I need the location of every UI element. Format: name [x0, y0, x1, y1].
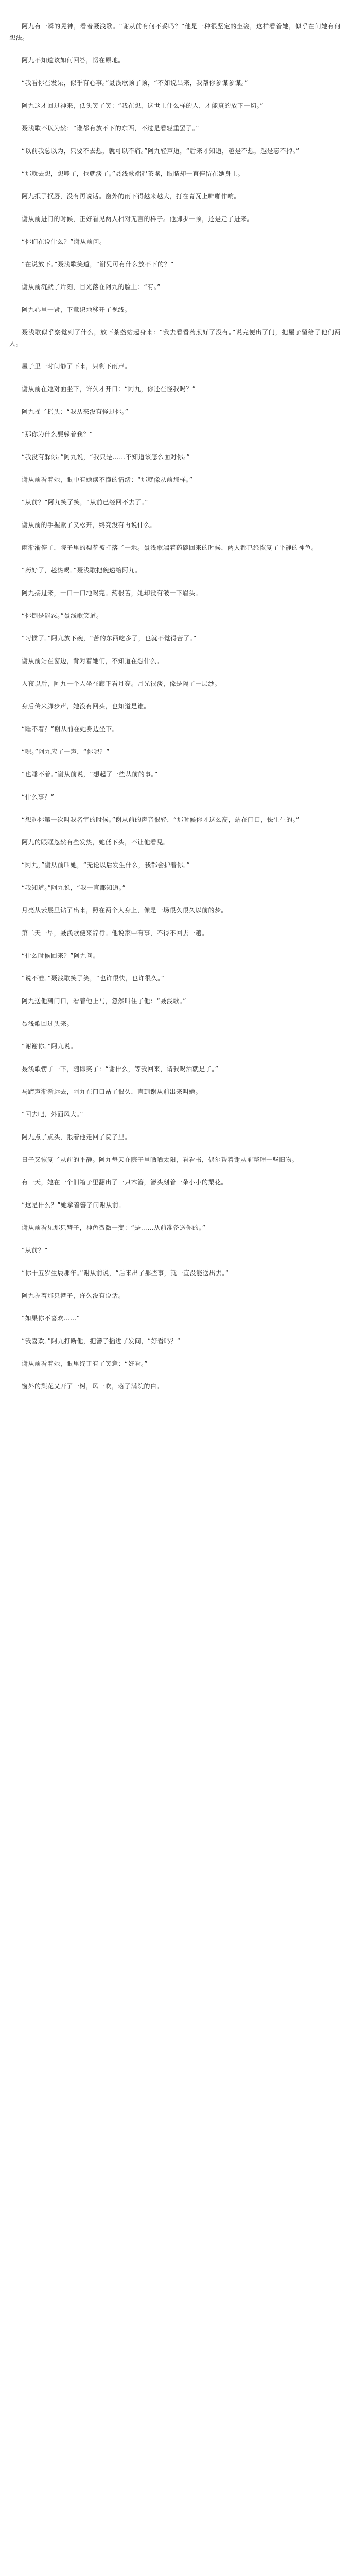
story-paragraph: 阿九的眼眶忽然有些发热，她低下头，不让他看见。 — [22, 839, 170, 846]
story-paragraph: “你十五岁生辰那年。”谢从前说，“后来出了那些事，就一直没能送出去。” — [22, 1269, 229, 1277]
story-paragraph: 阿九接过来，一口一口地喝完。药很苦，她却没有皱一下眉头。 — [22, 589, 202, 597]
story-paragraph: 阿九这才回过神来，低头笑了笑：“我在想，这世上什么样的人，才能真的放下一切。” — [22, 102, 264, 109]
story-paragraph: “什么事？” — [22, 793, 55, 801]
story-paragraph: “从前？” — [22, 1247, 48, 1254]
story-paragraph: “那就去想，想够了，也就淡了。”聂浅歌端起茶盏，眼睛却一直停留在她身上。 — [22, 170, 244, 177]
story-paragraph: “想起你第一次叫我名字的时候。”谢从前的声音很轻，“那时候你才这么高，站在门口，怯生生的。” — [22, 816, 300, 823]
story-paragraph: “什么时候回来？”阿九问。 — [22, 952, 99, 959]
story-paragraph: 阿九心里一紧，下意识地移开了视线。 — [22, 306, 131, 313]
story-paragraph: 谢从前看着她，眼中有她读不懂的情绪：“那就像从前那样。” — [22, 476, 193, 483]
story-paragraph: “我知道。”阿九说，“我一直都知道。” — [22, 884, 126, 891]
story-paragraph: “这是什么？”她拿着簪子问谢从前。 — [22, 1201, 125, 1209]
story-paragraph: 马蹄声渐渐远去，阿九在门口站了很久，直到谢从前出来叫她。 — [22, 1088, 202, 1095]
story-paragraph: 聂浅歌似乎察觉到了什么，放下茶盏站起身来：“我去看看药煎好了没有。”说完便出了门，把屋子留给了他们两人。 — [9, 329, 341, 347]
story-paragraph: “从前？”阿九笑了笑，“从前已经回不去了。” — [22, 499, 148, 506]
story-paragraph: 阿九摇了摇头：“我从来没有怪过你。” — [22, 408, 129, 415]
story-paragraph: 谢从前站在窗边，背对着她们，不知道在想什么。 — [22, 657, 164, 665]
story-paragraph: 聂浅歌愣了一下，随即笑了：“谢什么，等我回来，请我喝酒就是了。” — [22, 1065, 219, 1073]
story-paragraph: 阿九不知道该如何回答，愣在原地。 — [22, 57, 125, 64]
story-paragraph: 日子又恢复了从前的平静。阿九每天在院子里晒晒太阳，看看书，偶尔帮着谢从前整理一些旧物。 — [22, 1156, 299, 1163]
story-paragraph: “谢谢你。”阿九说。 — [22, 1043, 77, 1050]
story-paragraph: 屋子里一时间静了下来，只剩下雨声。 — [22, 363, 131, 370]
story-paragraph: “说不准。”聂浅歌笑了笑，“也许很快，也许很久。” — [22, 975, 165, 982]
story-paragraph: “回去吧，外面风大。” — [22, 1111, 83, 1118]
story-paragraph: “也睡不着。”谢从前说，“想起了一些从前的事。” — [22, 771, 158, 778]
story-paragraph: 身后传来脚步声，她没有回头，也知道是谁。 — [22, 703, 151, 710]
story-paragraph: 有一天，她在一个旧箱子里翻出了一只木簪，簪头刻着一朵小小的梨花。 — [22, 1179, 228, 1186]
story-paragraph: “以前我总以为，只要不去想，就可以不痛。”阿九轻声道，“后来才知道，越是不想，越是忘不掉。” — [22, 147, 300, 155]
story-paragraph: “你们在说什么？”谢从前问。 — [22, 238, 106, 245]
story-paragraph: “那你为什么要躲着我？” — [22, 431, 93, 438]
story-paragraph: 谢从前的手握紧了又松开，终究没有再说什么。 — [22, 521, 157, 529]
story-paragraph: “药好了，趁热喝。”聂浅歌把碗递给阿九。 — [22, 567, 142, 574]
story-paragraph: 第二天一早，聂浅歌便来辞行。他说家中有事，不得不回去一趟。 — [22, 929, 208, 937]
story-paragraph: “如果你不喜欢……” — [22, 1315, 80, 1322]
story-paragraph: “阿九，”谢从前叫她，“无论以后发生什么，我都会护着你。” — [22, 861, 190, 869]
story-paragraph: 窗外的梨花又开了一树，风一吹，落了满院的白。 — [22, 1383, 164, 1390]
story-paragraph: “你倒是能忍。”聂浅歌笑道。 — [22, 612, 103, 619]
story-paragraph: 阿九握着那只簪子，许久没有说话。 — [22, 1292, 125, 1299]
story-paragraph: “睡不着？”谢从前在她身边坐下。 — [22, 725, 119, 733]
story-paragraph: “嗯。”阿九应了一声，“你呢？” — [22, 748, 110, 755]
story-paragraph: “在说放下。”聂浅歌笑道，“谢兄可有什么放不下的？” — [22, 261, 174, 268]
story-paragraph: 聂浅歌不以为然：“谁都有放不下的东西，不过是看轻重罢了。” — [22, 125, 199, 132]
story-article — [9, 21, 341, 1392]
story-paragraph: 入夜以后，阿九一个人坐在廊下看月亮。月光很淡，像是隔了一层纱。 — [22, 680, 221, 687]
story-paragraph: 月亮从云层里钻了出来，照在两个人身上，像是一场很久很久以前的梦。 — [22, 907, 228, 914]
story-paragraph: 聂浅歌回过头来。 — [22, 1020, 74, 1027]
story-paragraph: 阿九有一瞬的晃神，看着聂浅歌。“谢从前有何不妥吗？”他是一种很坚定的坐姿，这样看着她，似乎在问她有何想法。 — [9, 23, 341, 41]
story-paragraph: 阿九点了点头，跟着他走回了院子里。 — [22, 1133, 131, 1141]
story-paragraph: “我没有躲你。”阿九说，“我只是……不知道该怎么面对你。” — [22, 453, 190, 461]
story-paragraph: “我看你在发呆，似乎有心事。”聂浅歌顿了顿，“不如说出来，我帮你参谋参谋。” — [22, 79, 248, 87]
story-paragraph: 谢从前看见那只簪子，神色微微一变：“是……从前准备送你的。” — [22, 1224, 206, 1231]
story-paragraph: 谢从前在她对面坐下，许久才开口：“阿九，你还在怪我吗？” — [22, 385, 196, 393]
story-paragraph: 谢从前沉默了片刻，目光落在阿九的脸上：“有。” — [22, 283, 161, 291]
story-paragraph: “我喜欢。”阿九打断他，把簪子插进了发间，“好看吗？” — [22, 1337, 181, 1345]
story-paragraph: “习惯了。”阿九放下碗，“苦的东西吃多了，也就不觉得苦了。” — [22, 635, 197, 642]
story-paragraph: 谢从前进门的时候，正好看见两人相对无言的样子。他脚步一顿，还是走了进来。 — [22, 215, 254, 223]
story-paragraph: 雨渐渐停了，院子里的梨花被打落了一地。聂浅歌端着药碗回来的时候，两人都已经恢复了平静的神色。 — [22, 544, 318, 551]
story-paragraph: 谢从前看着她，眼里终于有了笑意：“好看。” — [22, 1360, 148, 1367]
story-paragraph: 阿九送他到门口，看着他上马，忽然叫住了他：“聂浅歌。” — [22, 997, 186, 1005]
story-paragraph: 阿九抿了抿唇，没有再说话。窗外的雨下得越来越大，打在青瓦上噼啪作响。 — [22, 193, 241, 200]
